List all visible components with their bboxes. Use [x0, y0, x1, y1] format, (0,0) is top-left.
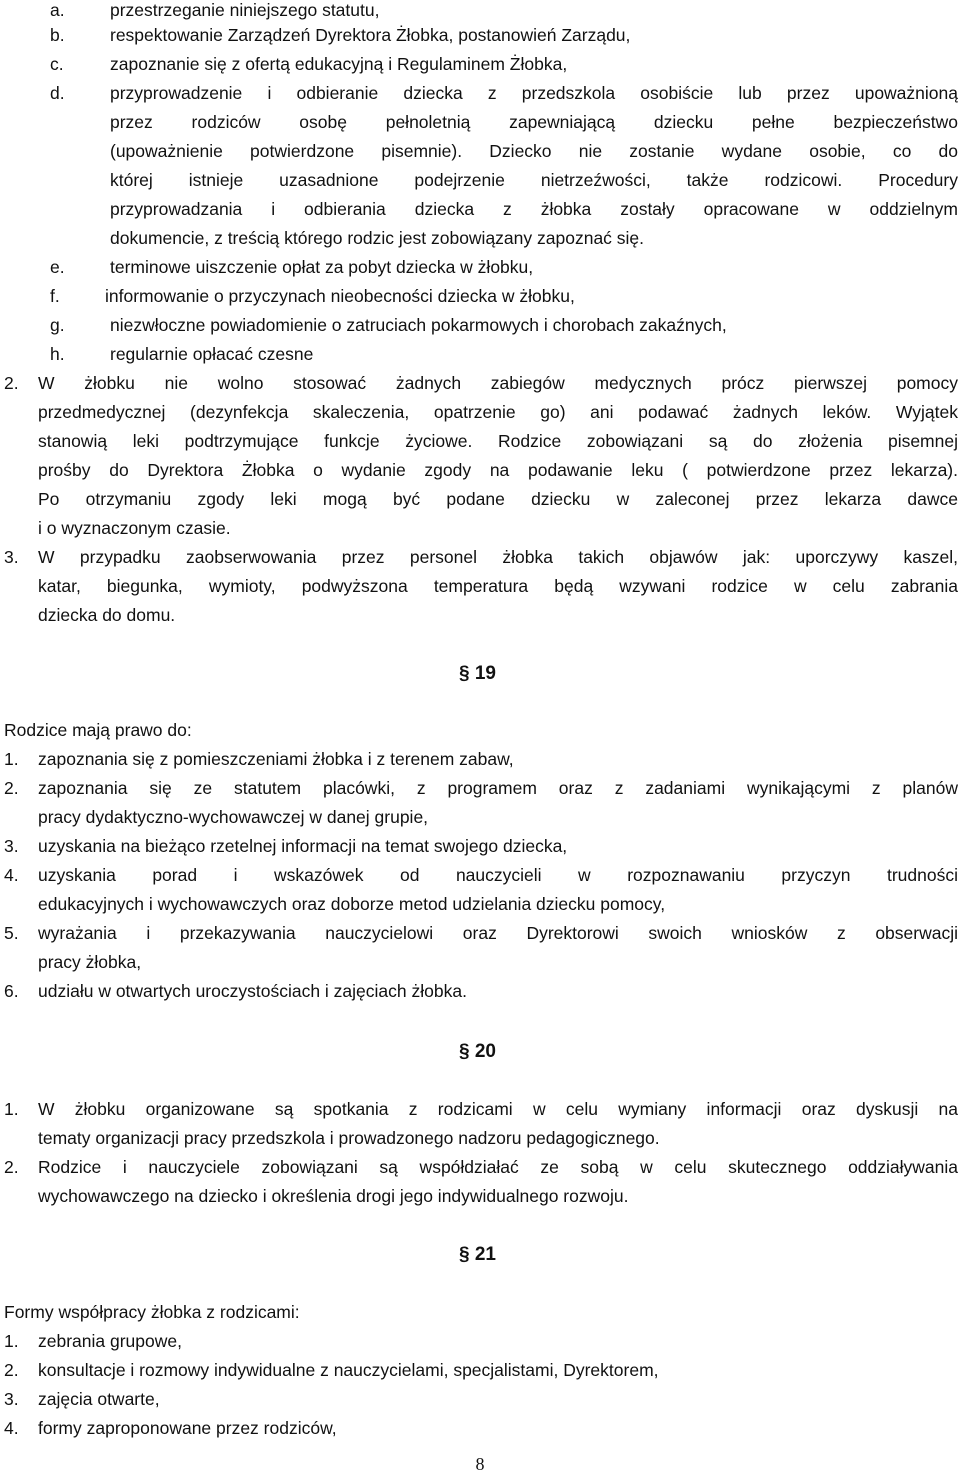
list-item-g	[0, 311, 960, 340]
section-intro: Formy współpracy żłobka z rodzicami:	[4, 1302, 300, 1322]
item-text-line: uzyskania porad i wskazówek od nauczycieli w rozpoznawaniu przyczyn trudności	[38, 865, 958, 885]
list-text-line: przez rodziców osobę pełnoletnią zapewniającą dziecku pełne bezpieczeństwo	[110, 112, 958, 132]
item-number: 4.	[4, 1418, 19, 1438]
item-number: 3.	[4, 836, 19, 856]
list-label: d.	[50, 83, 65, 103]
item-text-line: zajęcia otwarte,	[38, 1389, 160, 1409]
item-text-line: udziału w otwartych uroczystościach i zajęciach żłobka.	[38, 981, 467, 1001]
item-text-line: przedmedycznej (dezynfekcja skaleczenia, opatrzenie go) ani podawać żadnych leków. Wyjątek	[38, 402, 958, 422]
list-item-f	[0, 282, 960, 311]
item-text-line: wychowawczego na dziecko i określenia drogi jego indywidualnego rozwoju.	[38, 1186, 629, 1206]
list-label: e.	[50, 257, 65, 277]
page-number: 8	[475, 1454, 485, 1474]
item-number: 2.	[4, 1157, 19, 1177]
item-text-line: prośby do Dyrektora Żłobka o wydanie zgody na podawanie leku ( potwierdzone przez lekarza).	[38, 460, 958, 480]
item-text-line: wyrażania i przekazywania nauczycielowi oraz Dyrektorowi swoich wniosków z obserwacji	[38, 923, 958, 943]
list-text-line: (upoważnienie potwierdzone pisemnie). Dziecko nie zostanie wydane osobie, co do	[110, 141, 958, 161]
item-number: 4.	[4, 865, 19, 885]
section-heading: § 20	[459, 1041, 496, 1062]
list-item-d-line	[0, 137, 960, 166]
list-text: przestrzeganie niniejszego statutu,	[110, 0, 380, 20]
item-number: 1.	[4, 1099, 19, 1119]
list-text-line: przyprowadzenie i odbieranie dziecka z przedszkola osobiście lub przez upoważnioną	[110, 83, 958, 103]
item-text-line: katar, biegunka, wymioty, podwyższona temperatura będą wzywani rodzice w celu zabrania	[38, 576, 958, 596]
section-heading: § 19	[459, 663, 496, 684]
list-item-d-line	[0, 108, 960, 137]
list-text: terminowe uiszczenie opłat za pobyt dziecka w żłobku,	[110, 257, 534, 277]
list-item-d-line	[0, 166, 960, 195]
list-label: b.	[50, 25, 65, 45]
item-text-line: W żłobku nie wolno stosować żadnych zabiegów medycznych prócz pierwszej pomocy	[38, 373, 958, 393]
item-number: 1.	[4, 749, 19, 769]
list-text-line: której istnieje uzasadnione podejrzenie nietrzeźwości, także rodzicowi. Procedury	[110, 170, 958, 190]
item-text-line: Po otrzymaniu zgody leki mogą być podane dziecku w zaleconej przez lekarza dawce	[38, 489, 958, 509]
item-number: 2.	[4, 778, 19, 798]
item-number: 2.	[4, 1360, 19, 1380]
item-text-line: pracy żłobka,	[38, 952, 142, 972]
list-item-e	[0, 253, 960, 282]
list-label: g.	[50, 315, 65, 335]
list-text-line: dokumencie, z treścią którego rodzic jest zobowiązany zapoznać się.	[110, 228, 645, 248]
list-item-b	[0, 21, 960, 50]
item-number: 1.	[4, 1331, 19, 1351]
item-text-line: W przypadku zaobserwowania przez personel żłobka takich objawów jak: uporczywy kaszel,	[38, 547, 958, 567]
item-text-line: zapoznania się z pomieszczeniami żłobka i z terenem zabaw,	[38, 749, 514, 769]
item-text-line: zapoznania się ze statutem placówki, z programem oraz z zadaniami wynikającymi z planów	[38, 778, 958, 798]
list-text: informowanie o przyczynach nieobecności dziecka w żłobku,	[105, 286, 575, 306]
list-text: respektowanie Zarządzeń Dyrektora Żłobka, postanowień Zarządu,	[110, 25, 631, 45]
list-text: zapoznanie się z ofertą edukacyjną i Regulaminem Żłobka,	[110, 54, 568, 74]
item-text-line: W żłobku organizowane są spotkania z rodzicami w celu wymiany informacji oraz dyskusji na	[38, 1099, 958, 1119]
item-text-line: i o wyznaczonym czasie.	[38, 518, 231, 538]
numbered-item	[0, 543, 960, 572]
list-text: niezwłoczne powiadomienie o zatruciach pokarmowych i chorobach zakaźnych,	[110, 315, 727, 335]
list-label: c.	[50, 54, 64, 74]
section-intro: Rodzice mają prawo do:	[4, 720, 192, 740]
section-heading: § 21	[459, 1244, 496, 1265]
item-number: 3.	[4, 547, 19, 567]
item-text-line: konsultacje i rozmowy indywidualne z nauczycielami, specjalistami, Dyrektorem,	[38, 1360, 659, 1380]
list-item-d-line	[0, 195, 960, 224]
list-text: regularnie opłacać czesne	[110, 344, 314, 364]
item-text-line: tematy organizacji pracy przedszkola i prowadzonego nadzoru pedagogicznego.	[38, 1128, 660, 1148]
item-text-line: edukacyjnych i wychowawczych oraz doborze metod udzielania dziecku pomocy,	[38, 894, 666, 914]
item-number: 2.	[4, 373, 19, 393]
item-text-line: dziecka do domu.	[38, 605, 176, 625]
list-item-d-line	[0, 224, 960, 253]
item-text-line: stanowią leki podtrzymujące funkcje życiowe. Rodzice zobowiązani są do złożenia pisemnej	[38, 431, 958, 451]
list-item-h	[0, 340, 960, 369]
item-text-line: Rodzice i nauczyciele zobowiązani są współdziałać ze sobą w celu skutecznego oddziaływania	[38, 1157, 958, 1177]
item-number: 3.	[4, 1389, 19, 1409]
item-text-line: uzyskania na bieżąco rzetelnej informacji na temat swojego dziecka,	[38, 836, 568, 856]
item-text-line: pracy dydaktyczno-wychowawczej w danej grupie,	[38, 807, 429, 827]
list-item-d	[0, 79, 960, 108]
list-item-c	[0, 50, 960, 79]
list-label: f.	[50, 286, 60, 306]
list-label: a.	[50, 0, 65, 20]
list-text-line: przyprowadzania i odbierania dziecka z żłobka zostały opracowane w oddzielnym	[110, 199, 958, 219]
item-text-line: zebrania grupowe,	[38, 1331, 182, 1351]
numbered-item	[0, 369, 960, 398]
list-label: h.	[50, 344, 65, 364]
item-number: 6.	[4, 981, 19, 1001]
item-number: 5.	[4, 923, 19, 943]
item-text-line: formy zaproponowane przez rodziców,	[38, 1418, 337, 1438]
